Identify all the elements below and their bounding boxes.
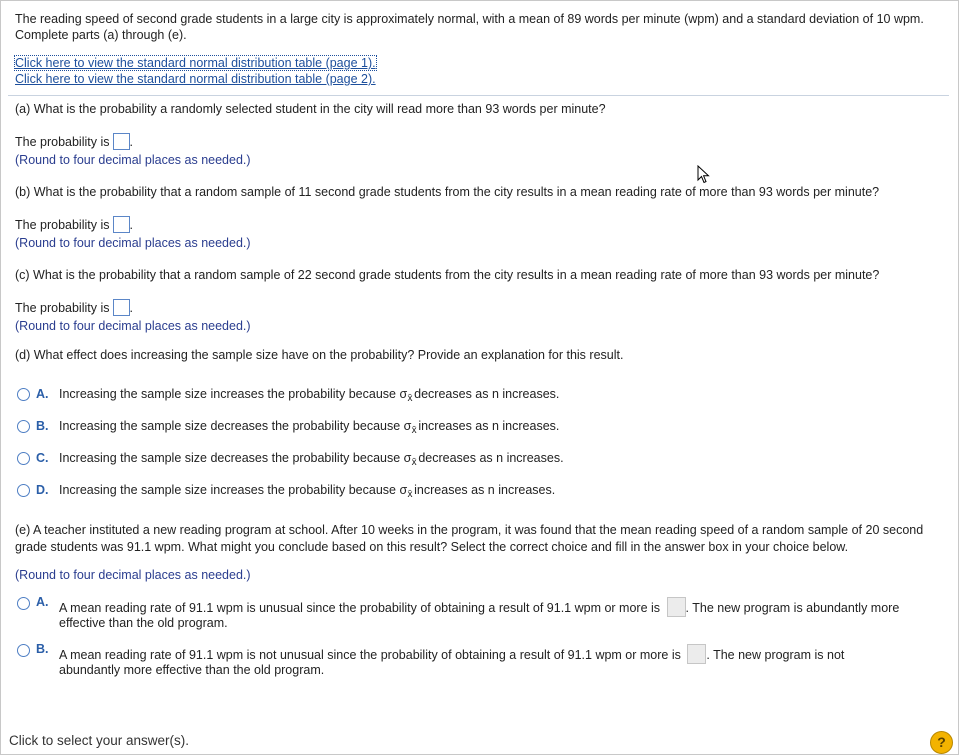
part-c-answer-label: The probability is (15, 301, 110, 315)
part-d-option-a-letter: A. (36, 387, 49, 401)
part-a-answer-label: The probability is (15, 135, 110, 149)
part-d-option-c-text[interactable]: Increasing the sample size decreases the probability because σ x̄ decreases as n increases. (59, 451, 564, 468)
part-d-question: (d) What effect does increasing the sample size have on the probability? Provide an explanation for this result. (15, 348, 624, 362)
sigma-xbar-symbol: σ x̄ (403, 451, 417, 468)
part-c-answer-input[interactable] (113, 299, 130, 316)
part-c-answer-row: The probability is . (15, 301, 133, 315)
part-b-answer-input[interactable] (113, 216, 130, 233)
part-b-answer-label: The probability is (15, 218, 110, 232)
normal-table-page1-link[interactable]: Click here to view the standard normal distribution table (page 1). (15, 56, 376, 70)
part-c-question: (c) What is the probability that a random sample of 22 second grade students from the city results in a mean reading rate of more than 93 words per minute? (15, 268, 880, 282)
part-a-question: (a) What is the probability a randomly selected student in the city will read more than 93 words per minute? (15, 102, 606, 116)
part-d-option-b-text[interactable]: Increasing the sample size decreases the probability because σ x̄ increases as n increases. (59, 419, 560, 436)
part-e-option-a-letter: A. (36, 595, 49, 609)
part-e-option-a-answer-input[interactable] (667, 597, 686, 617)
part-e-question: (e) A teacher instituted a new reading program at school. After 10 weeks in the program, it was found that the mean reading speed of a random sample of 20 second grade students was 91.1 wpm. What might you conclude based on this result? Select the correct choice and fill in the answer box in your choice below. (15, 523, 924, 554)
mouse-pointer-icon (697, 165, 711, 185)
part-b-answer-row: The probability is . (15, 218, 133, 232)
part-d-option-a-text[interactable]: Increasing the sample size increases the probability because σ x̄ decreases as n increases. (59, 387, 560, 404)
part-e-option-b-line2: abundantly more effective than the old program. (59, 663, 325, 677)
footer-status-text: Click to select your answer(s). (9, 733, 190, 748)
help-icon[interactable]: ? (930, 731, 953, 754)
part-b-question: (b) What is the probability that a random sample of 11 second grade students from the city results in a mean reading rate of more than 93 words per minute? (15, 185, 880, 199)
part-e-option-b-answer-input[interactable] (687, 644, 706, 664)
part-e-option-a-line1: A mean reading rate of 91.1 wpm is unusual since the probability of obtaining a result of 91.1 wpm or more is . The new program is abundantly more (59, 597, 899, 617)
part-c-hint: (Round to four decimal places as needed.) (15, 319, 251, 333)
part-a-answer-row: The probability is . (15, 135, 133, 149)
sigma-xbar-symbol: σ x̄ (399, 483, 413, 500)
part-e-option-b-letter: B. (36, 642, 49, 656)
part-b-hint: (Round to four decimal places as needed.) (15, 236, 251, 250)
part-d-option-d-letter: D. (36, 483, 49, 497)
part-e-hint: (Round to four decimal places as needed.) (15, 568, 251, 582)
part-e-option-a-line2: effective than the old program. (59, 616, 228, 630)
part-d-option-b-letter: B. (36, 419, 49, 433)
part-e-option-b-radio[interactable] (17, 644, 30, 657)
problem-intro: The reading speed of second grade students in a large city is approximately normal, with a mean of 89 words per minute (wpm) and a standard deviation of 10 wpm. Complete parts (a) through (e). (15, 12, 924, 42)
part-d-option-d-text[interactable]: Increasing the sample size increases the probability because σ x̄ increases as n increases. (59, 483, 556, 500)
part-d-option-c-radio[interactable] (17, 452, 30, 465)
part-d-option-d-radio[interactable] (17, 484, 30, 497)
part-d-option-a-radio[interactable] (17, 388, 30, 401)
sigma-xbar-symbol: σ x̄ (399, 387, 413, 404)
part-d-option-c-letter: C. (36, 451, 49, 465)
sigma-xbar-symbol: σ x̄ (403, 419, 417, 436)
part-e-option-a-radio[interactable] (17, 597, 30, 610)
section-divider (8, 95, 949, 96)
part-a-answer-input[interactable] (113, 133, 130, 150)
part-a-hint: (Round to four decimal places as needed.) (15, 153, 251, 167)
normal-table-page2-link[interactable]: Click here to view the standard normal distribution table (page 2). (15, 72, 376, 86)
part-d-option-b-radio[interactable] (17, 420, 30, 433)
part-e-option-b-line1: A mean reading rate of 91.1 wpm is not unusual since the probability of obtaining a result of 91.1 wpm or more is . The new program is not (59, 644, 844, 664)
